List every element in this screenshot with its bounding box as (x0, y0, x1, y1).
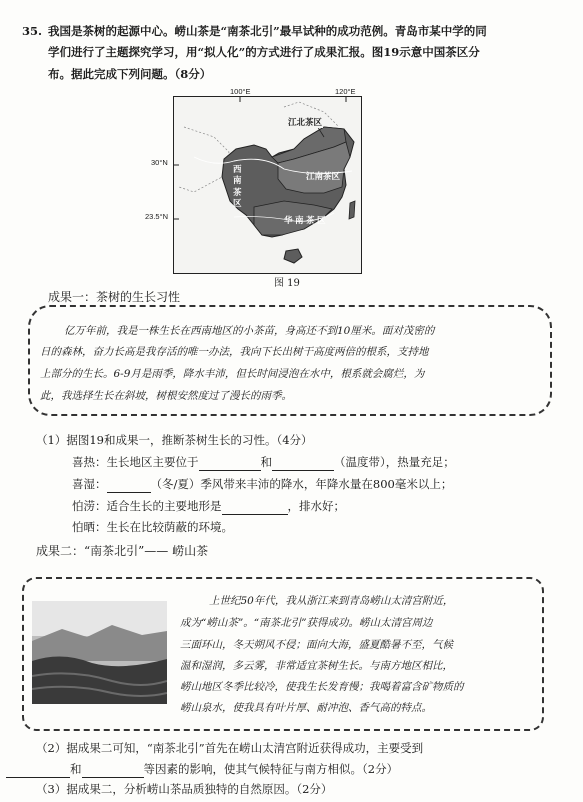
result2-line-2: 成为“崂山茶”。“南茶北引”获得成功。崂山太清宫周边 (180, 617, 433, 629)
lon-label-100: 100°E (230, 87, 251, 96)
lat-label-23: 23.5°N (145, 212, 169, 221)
q2-rest: 等因素的影响，使其气候特征与南方相似。（2分） (143, 762, 399, 776)
q3-line: （3）据成果二，分析崂山茶品质独特的自然原因。（2分） (36, 782, 333, 796)
q1-flood-a: 适合生长的主要地形是 (106, 499, 222, 513)
result2-title: 成果二：“南茶北引”—— 崂山茶 (36, 544, 209, 558)
figure-caption: 图 19 (274, 278, 300, 289)
q2-and: 和 (70, 762, 82, 776)
q2-blank-1[interactable] (6, 762, 70, 778)
q1-sun-row (72, 520, 233, 535)
q1-flood-blank[interactable] (222, 499, 288, 515)
q1-flood-b: ，排水好； (287, 499, 345, 513)
q1-heat-blank-1[interactable] (199, 455, 261, 471)
q1-wet-row (72, 477, 452, 493)
result1-line-4: 此，我选择生长在斜坡，树根安然度过了漫长的雨季。 (40, 390, 292, 402)
q1-heat-label: 喜热： (72, 455, 107, 469)
q1-sun-label: 怕晒： (72, 520, 107, 534)
q2-blank-2[interactable] (82, 762, 144, 778)
result1-line-3: 上部分的生长。6-9月是雨季，降水丰沛，但长时间浸泡在水中，根系就会腐烂，为 (40, 368, 425, 380)
map-drawing (174, 97, 361, 273)
region-label-jiangnan: 江南茶区 (306, 172, 341, 182)
laoshan-tea-photo (32, 601, 167, 704)
region-label-huanan-4: 区 (317, 216, 326, 226)
region-label-jiangbei: 江北茶区 (288, 118, 323, 128)
q1-heat-b: 和 (260, 455, 272, 469)
q1-heat-row (72, 455, 455, 471)
q1-wet-a: （冬/夏）季风带来丰沛的降水，年降水量在800毫米以上； (150, 477, 453, 491)
region-label-xinan-4: 区 (233, 199, 242, 209)
question-stem-line-3: 布。据此完成下列问题。（8分） (48, 67, 212, 81)
q1-flood-label: 怕涝： (72, 499, 107, 513)
result1-title: 成果一：茶树的生长习性 (48, 290, 181, 304)
lon-label-120: 120°E (335, 87, 356, 96)
region-label-huanan-2: 南 (295, 216, 304, 226)
q1-intro: （1）据图19和成果一，推断茶树生长的习性。（4分） (36, 433, 313, 447)
region-label-huanan-3: 茶 (306, 216, 315, 226)
result2-line-3: 三面环山，冬天朔风不侵；面向大海，盛夏酷暑不至，气候 (180, 639, 453, 651)
result2-line-6: 崂山泉水，使我具有叶片厚、耐冲泡、香气高的特点。 (180, 702, 432, 714)
q2-line-1: （2）据成果二可知，“南茶北引”首先在崂山太清宫附近获得成功，主要受到 (36, 741, 424, 755)
result1-line-1: 亿万年前，我是一株生长在西南地区的小茶苗，身高还不到10厘米。面对茂密的 (64, 325, 435, 337)
region-label-xinan-2: 南 (233, 176, 242, 186)
q1-heat-blank-2[interactable] (272, 455, 334, 471)
result2-line-1: 上世纪50年代，我从浙江来到青岛崂山太清宫附近， (209, 595, 454, 607)
q1-heat-a: 生长地区主要位于 (106, 455, 199, 469)
region-label-xinan-1: 西 (233, 165, 242, 175)
q2-line-2 (6, 762, 398, 778)
question-stem-line-1: 我国是茶树的起源中心。崂山茶是“南茶北引”最早试种的成功范例。青岛市某中学的同 (48, 24, 487, 38)
result1-line-2: 日的森林，奋力长高是我存活的唯一办法，我向下长出树干高度两倍的根系，支持地 (40, 346, 429, 358)
china-tea-region-map (173, 96, 362, 274)
q1-wet-label: 喜湿： (72, 477, 107, 491)
q1-heat-c: （温度带），热量充足； (334, 455, 455, 469)
lat-label-30: 30°N (151, 158, 168, 167)
q1-wet-blank[interactable] (107, 477, 151, 493)
region-label-huanan-1: 华 (284, 216, 293, 226)
q1-sun-a: 生长在比较荫蔽的环境。 (106, 520, 233, 534)
result2-line-4: 温和湿润，多云雾，非常适宜茶树生长。与南方地区相比， (180, 660, 453, 672)
question-stem-line-2: 学们进行了主题探究学习，用“拟人化”的方式进行了成果汇报。图19示意中国茶区分 (48, 45, 480, 59)
question-number: 35. (22, 24, 43, 38)
result2-line-5: 崂山地区冬季比较冷，使我生长发育慢；我喝着富含矿物质的 (180, 681, 464, 693)
q1-flood-row (72, 499, 345, 515)
region-label-xinan-3: 茶 (233, 188, 242, 198)
